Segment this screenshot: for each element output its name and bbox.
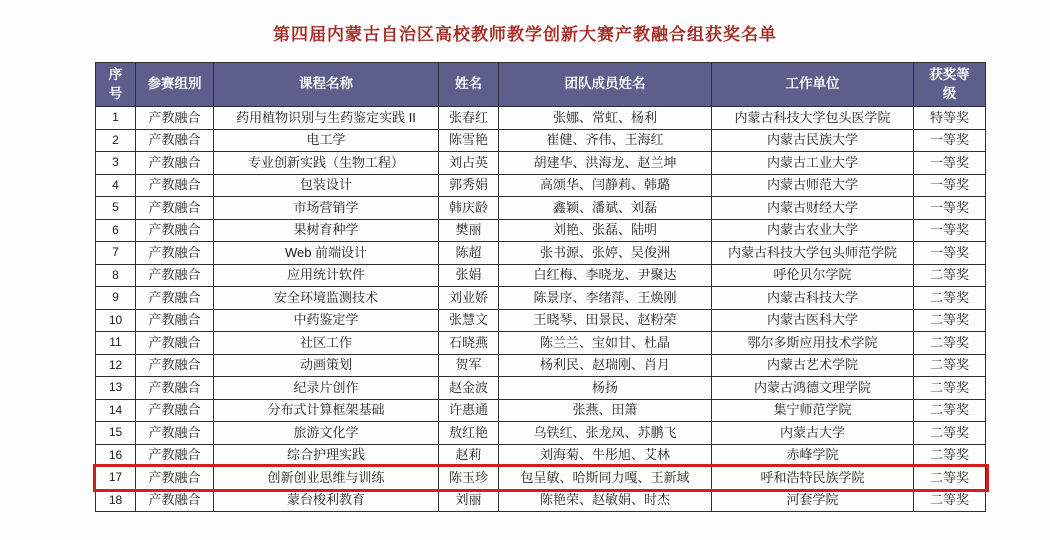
cell-seq: 16 (96, 444, 136, 467)
cell-award: 二等奖 (914, 377, 986, 400)
cell-team: 胡建华、洪海龙、赵兰坤 (499, 152, 712, 175)
cell-course: 蒙台梭利教育 (214, 489, 439, 512)
cell-name: 赵金波 (439, 377, 499, 400)
table-row (96, 444, 986, 467)
cell-group: 产教融合 (136, 197, 214, 220)
cell-seq: 12 (96, 354, 136, 377)
cell-award: 二等奖 (914, 399, 986, 422)
table-row (96, 242, 986, 265)
cell-name: 陈玉珍 (439, 467, 499, 490)
cell-group: 产教融合 (136, 152, 214, 175)
table-row (96, 422, 986, 445)
cell-course: 旅游文化学 (214, 422, 439, 445)
cell-award: 二等奖 (914, 264, 986, 287)
cell-seq: 3 (96, 152, 136, 175)
column-header-team: 团队成员姓名 (499, 63, 712, 107)
cell-name: 张慧文 (439, 309, 499, 332)
cell-course: 创新创业思维与训练 (214, 467, 439, 490)
table-header-row (96, 63, 986, 107)
table-body (96, 107, 986, 512)
cell-course: 电工学 (214, 129, 439, 152)
column-header-group: 参赛组别 (136, 63, 214, 107)
table-row (96, 399, 986, 422)
cell-group: 产教融合 (136, 444, 214, 467)
table-row (96, 107, 986, 130)
cell-award: 特等奖 (914, 107, 986, 130)
cell-name: 贺军 (439, 354, 499, 377)
cell-name: 韩庆龄 (439, 197, 499, 220)
cell-award: 一等奖 (914, 219, 986, 242)
cell-course: 安全环境监测技术 (214, 287, 439, 310)
cell-name: 刘业娇 (439, 287, 499, 310)
cell-award: 一等奖 (914, 129, 986, 152)
cell-seq: 1 (96, 107, 136, 130)
cell-team: 白红梅、李晓龙、尹聚达 (499, 264, 712, 287)
cell-award: 二等奖 (914, 467, 986, 490)
cell-name: 刘占英 (439, 152, 499, 175)
column-header-award: 获奖等级 (914, 63, 986, 107)
cell-group: 产教融合 (136, 107, 214, 130)
cell-team: 陈兰兰、宝如甘、杜晶 (499, 332, 712, 355)
cell-name: 敖红艳 (439, 422, 499, 445)
cell-team: 杨扬 (499, 377, 712, 400)
cell-course: 分布式计算框架基础 (214, 399, 439, 422)
cell-award: 一等奖 (914, 197, 986, 220)
column-header-course: 课程名称 (214, 63, 439, 107)
cell-seq: 17 (96, 467, 136, 490)
table-row (96, 219, 986, 242)
cell-course: 社区工作 (214, 332, 439, 355)
cell-unit: 河套学院 (712, 489, 914, 512)
cell-team: 乌铁红、张龙凤、苏鹏飞 (499, 422, 712, 445)
table-row (96, 354, 986, 377)
award-table (95, 62, 986, 512)
table-row (96, 287, 986, 310)
table-row (96, 309, 986, 332)
cell-unit: 内蒙古医科大学 (712, 309, 914, 332)
cell-seq: 14 (96, 399, 136, 422)
table-row (96, 489, 986, 512)
cell-course: 纪录片创作 (214, 377, 439, 400)
cell-course: 应用统计软件 (214, 264, 439, 287)
cell-course: 综合护理实践 (214, 444, 439, 467)
cell-seq: 18 (96, 489, 136, 512)
cell-seq: 9 (96, 287, 136, 310)
cell-team: 刘艳、张磊、陆明 (499, 219, 712, 242)
cell-award: 二等奖 (914, 444, 986, 467)
cell-seq: 15 (96, 422, 136, 445)
table-row (96, 197, 986, 220)
cell-course: 中药鉴定学 (214, 309, 439, 332)
table-row (96, 129, 986, 152)
cell-group: 产教融合 (136, 399, 214, 422)
cell-group: 产教融合 (136, 422, 214, 445)
cell-group: 产教融合 (136, 174, 214, 197)
cell-course: 动画策划 (214, 354, 439, 377)
cell-group: 产教融合 (136, 129, 214, 152)
cell-group: 产教融合 (136, 354, 214, 377)
cell-unit: 内蒙古科技大学 (712, 287, 914, 310)
page-title: 第四届内蒙古自治区高校教师教学创新大赛产教融合组获奖名单 (273, 25, 777, 44)
cell-seq: 6 (96, 219, 136, 242)
table-row-highlighted (96, 467, 986, 490)
cell-unit: 内蒙古师范大学 (712, 174, 914, 197)
cell-course: Web 前端设计 (214, 242, 439, 265)
cell-team: 高颂华、闫静莉、韩璐 (499, 174, 712, 197)
cell-name: 赵莉 (439, 444, 499, 467)
cell-seq: 11 (96, 332, 136, 355)
cell-group: 产教融合 (136, 332, 214, 355)
cell-unit: 鄂尔多斯应用技术学院 (712, 332, 914, 355)
cell-award: 二等奖 (914, 422, 986, 445)
cell-award: 一等奖 (914, 174, 986, 197)
cell-course: 药用植物识别与生药鉴定实践 II (214, 107, 439, 130)
cell-unit: 内蒙古财经大学 (712, 197, 914, 220)
cell-course: 果树育种学 (214, 219, 439, 242)
cell-seq: 13 (96, 377, 136, 400)
cell-seq: 8 (96, 264, 136, 287)
cell-award: 二等奖 (914, 332, 986, 355)
cell-group: 产教融合 (136, 264, 214, 287)
table-row (96, 377, 986, 400)
table-row (96, 264, 986, 287)
cell-team: 包呈敏、哈斯同力嘎、王新域 (499, 467, 712, 490)
cell-award: 一等奖 (914, 242, 986, 265)
cell-team: 刘海菊、牛彤旭、艾林 (499, 444, 712, 467)
cell-group: 产教融合 (136, 377, 214, 400)
cell-name: 郭秀娟 (439, 174, 499, 197)
cell-team: 鑫颖、潘斌、刘磊 (499, 197, 712, 220)
cell-name: 许惠通 (439, 399, 499, 422)
cell-award: 一等奖 (914, 152, 986, 175)
cell-award: 二等奖 (914, 287, 986, 310)
cell-team: 张燕、田箫 (499, 399, 712, 422)
cell-unit: 内蒙古大学 (712, 422, 914, 445)
cell-unit: 集宁师范学院 (712, 399, 914, 422)
cell-course: 包装设计 (214, 174, 439, 197)
cell-name: 张娟 (439, 264, 499, 287)
cell-name: 樊丽 (439, 219, 499, 242)
cell-group: 产教融合 (136, 467, 214, 490)
cell-group: 产教融合 (136, 219, 214, 242)
cell-team: 王晓琴、田景民、赵粉荣 (499, 309, 712, 332)
cell-seq: 2 (96, 129, 136, 152)
cell-name: 刘丽 (439, 489, 499, 512)
cell-name: 石晓燕 (439, 332, 499, 355)
column-header-name: 姓名 (439, 63, 499, 107)
cell-unit: 呼伦贝尔学院 (712, 264, 914, 287)
cell-unit: 内蒙古科技大学包头医学院 (712, 107, 914, 130)
cell-team: 杨利民、赵瑞刚、肖月 (499, 354, 712, 377)
cell-unit: 内蒙古农业大学 (712, 219, 914, 242)
cell-name: 陈雪艳 (439, 129, 499, 152)
cell-unit: 赤峰学院 (712, 444, 914, 467)
cell-award: 二等奖 (914, 489, 986, 512)
cell-course: 市场营销学 (214, 197, 439, 220)
cell-course: 专业创新实践（生物工程） (214, 152, 439, 175)
cell-unit: 内蒙古工业大学 (712, 152, 914, 175)
cell-unit: 内蒙古艺术学院 (712, 354, 914, 377)
cell-team: 崔健、齐伟、王海红 (499, 129, 712, 152)
cell-group: 产教融合 (136, 242, 214, 265)
table-row (96, 332, 986, 355)
cell-team: 张娜、常虹、杨利 (499, 107, 712, 130)
cell-seq: 4 (96, 174, 136, 197)
column-header-unit: 工作单位 (712, 63, 914, 107)
cell-unit: 内蒙古民族大学 (712, 129, 914, 152)
cell-award: 二等奖 (914, 354, 986, 377)
table-row (96, 174, 986, 197)
cell-unit: 内蒙古科技大学包头师范学院 (712, 242, 914, 265)
cell-group: 产教融合 (136, 287, 214, 310)
cell-name: 张春红 (439, 107, 499, 130)
cell-team: 陈景序、李绪萍、王焕刚 (499, 287, 712, 310)
award-table-container (95, 62, 986, 512)
cell-seq: 7 (96, 242, 136, 265)
cell-unit: 内蒙古鸿德文理学院 (712, 377, 914, 400)
cell-seq: 5 (96, 197, 136, 220)
cell-name: 陈超 (439, 242, 499, 265)
cell-group: 产教融合 (136, 309, 214, 332)
cell-group: 产教融合 (136, 489, 214, 512)
cell-team: 陈艳荣、赵敏娟、时杰 (499, 489, 712, 512)
cell-seq: 10 (96, 309, 136, 332)
cell-award: 二等奖 (914, 309, 986, 332)
column-header-seq: 序号 (96, 63, 136, 107)
cell-team: 张书源、张婷、吴俊洲 (499, 242, 712, 265)
cell-unit: 呼和浩特民族学院 (712, 467, 914, 490)
table-row (96, 152, 986, 175)
